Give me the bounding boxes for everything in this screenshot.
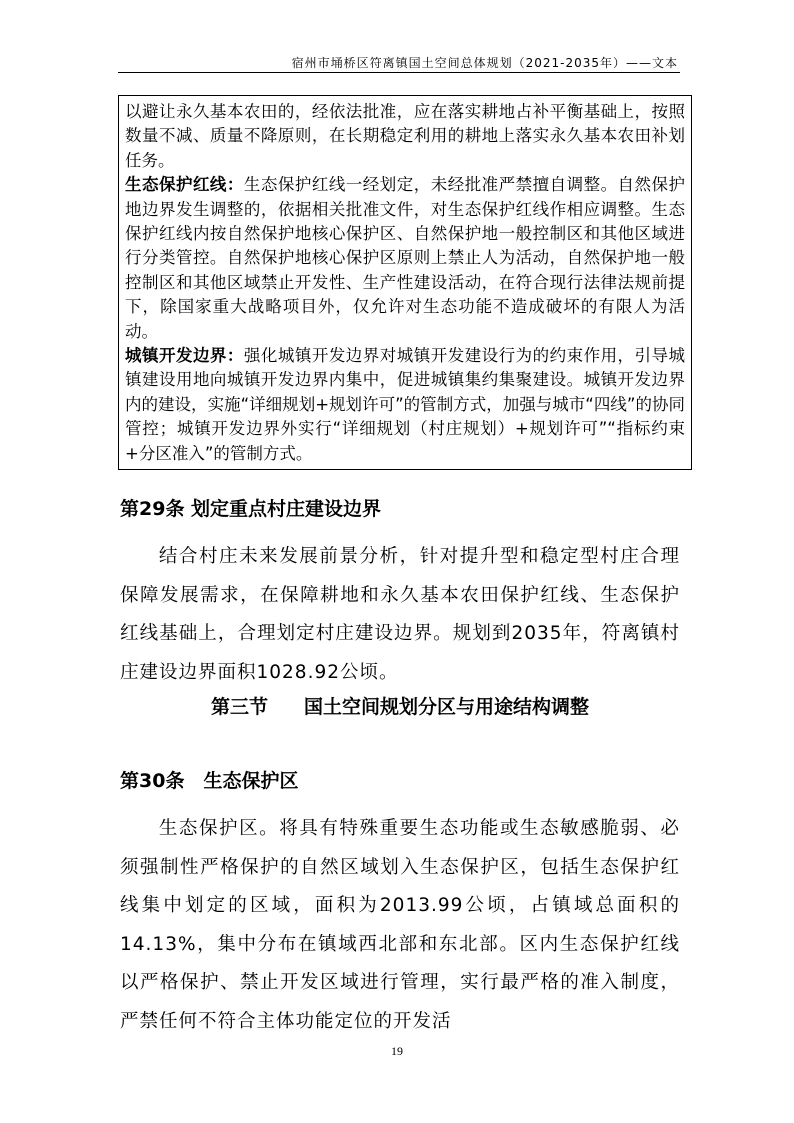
article-29-title: 第29条 划定重点村庄建设边界 (120, 498, 382, 520)
eco-text: 生态保护红线一经划定，未经批准严禁擅自调整。自然保护地边界发生调整的，依据相关批准文件，对生态保护红线作相应调整。生态保护红线内按自然保护地核心保护区、自然保护地一般控制区和其他区域进行分类管控。自然保护地核心保护区原则上禁止人为活动，自然保护地一般控制区和其他区域禁止开发性、生产性建设活动，在符合现行法律法规前提下，除国家重大战略项目外，仅允许对生态功能不造成破坏的有限人为活动。 (125, 175, 685, 341)
urban-text: 强化城镇开发边界对城镇开发建设行为的约束作用，引导城镇建设用地向城镇开发边界内集中，促进城镇集约集聚建设。城镇开发边界内的建设，实施“详细规划+规划许可”的管制方式，加强与城市“四线”的协同管控；城镇开发边界外实行“详细规划（村庄规划）+规划许可”“指标约束+分区准入”的管制方式。 (125, 346, 685, 463)
header-rule (118, 72, 680, 73)
box-urban-paragraph (125, 344, 685, 466)
article-30-title: 第30条 生态保护区 (120, 770, 299, 792)
section-number: 第三节 (210, 696, 268, 718)
page-number: 19 (391, 1044, 403, 1058)
section-title: 国土空间规划分区与用途结构调整 (304, 696, 590, 718)
section-heading (120, 692, 680, 719)
running-header: 宿州市埇桥区符离镇国土空间总体规划（2021-2035年）——文本 (291, 56, 678, 70)
boxed-text (118, 95, 692, 470)
box-intro: 以避让永久基本农田的，经依法批准，应在落实耕地占补平衡基础上，按照数量不减、质量不降原则，在长期稳定利用的耕地上落实永久基本农田补划任务。 (125, 102, 685, 170)
eco-label: 生态保护红线： (125, 175, 244, 195)
box-eco-paragraph (125, 173, 685, 344)
article-30-text: 生态保护区。将具有特殊重要生态功能或生态敏感脆弱、必须强制性严格保护的自然区域划入生态保护区，包括生态保护红线集中划定的区域，面积为2013.99公顷，占镇域总面积的14.13%，集中分布在镇域西北部和东北部。区内生态保护红线以严格保护、禁止开发区域进行管理，实行最严格的准入制度，严禁任何不符合主体功能定位的开发活 (120, 818, 680, 1032)
article-29-text: 结合村庄未来发展前景分析，针对提升型和稳定型村庄合理保障发展需求，在保障耕地和永久基本农田保护红线、生态保护红线基础上，合理划定村庄建设边界。规划到2035年，符离镇村庄建设边界面积1028.92公顷。 (120, 546, 680, 683)
urban-label: 城镇开发边界： (125, 346, 244, 366)
